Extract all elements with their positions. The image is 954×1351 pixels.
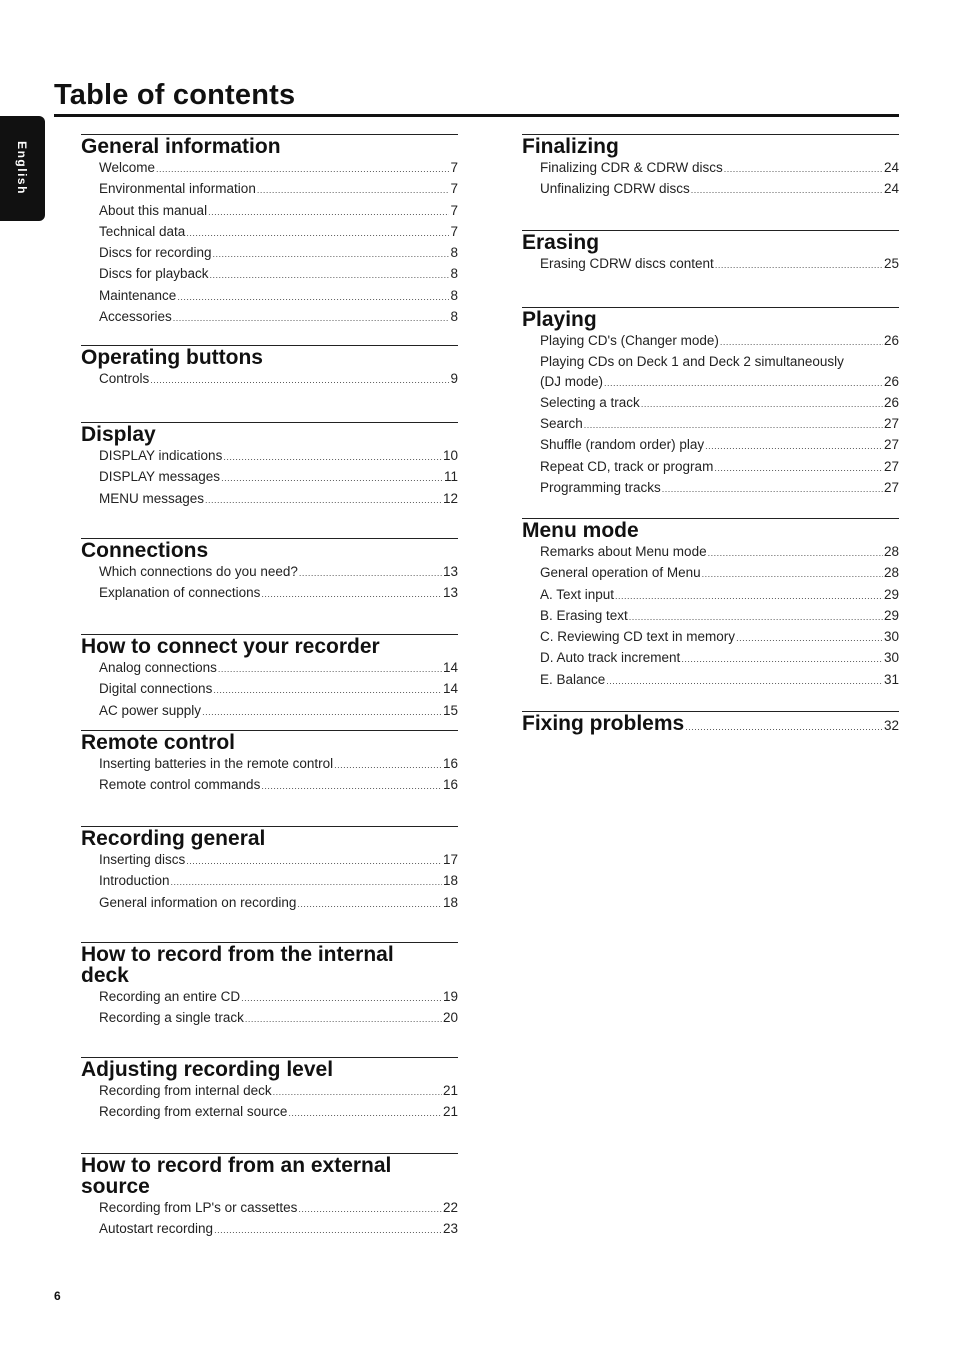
dot-leader	[715, 256, 883, 275]
section-record-internal-deck	[81, 942, 458, 1030]
entry-page: 26	[883, 333, 899, 348]
dot-leader	[691, 181, 883, 200]
entry-page: 30	[883, 650, 899, 666]
toc-entry[interactable]	[99, 775, 458, 796]
entry-label: AC power supply	[99, 702, 202, 718]
section-menu-mode	[522, 518, 899, 691]
entry-label: MENU messages	[99, 490, 205, 506]
section-fixing-problems	[522, 711, 899, 735]
toc-entry[interactable]	[540, 606, 899, 627]
section-title: How to connect your recorder	[81, 635, 380, 658]
dot-leader	[702, 565, 883, 584]
entry-label: Erasing CDRW discs content	[540, 256, 714, 271]
entry-page: 7	[450, 181, 458, 197]
entry-label: Playing CD's (Changer mode)	[540, 333, 719, 348]
entry-label: C. Reviewing CD text in memory	[540, 629, 736, 645]
entry-label: D. Auto track increment	[540, 650, 681, 666]
entry-label: Shuffle (random order) play	[540, 437, 705, 453]
entry-label: E. Balance	[540, 671, 606, 687]
entry-label: Welcome	[99, 160, 156, 175]
toc-entry[interactable]	[540, 435, 899, 456]
toc-entry[interactable]	[540, 393, 899, 414]
entry-page: 13	[442, 564, 458, 579]
dot-leader	[186, 224, 449, 243]
toc-entry[interactable]	[99, 1198, 458, 1219]
dot-leader	[205, 491, 442, 510]
section-title-line2: deck	[81, 964, 129, 987]
entry-label: Inserting discs	[99, 852, 186, 867]
entry-page: 21	[442, 1083, 458, 1098]
entry-label: Discs for recording	[99, 245, 212, 261]
entry-label: About this manual	[99, 202, 208, 218]
entry-label: Accessories	[99, 309, 172, 325]
entry-label: Finalizing CDR & CDRW discs	[540, 160, 723, 175]
entry-page: 28	[883, 565, 899, 581]
section-how-to-connect	[81, 634, 458, 722]
toc-entry[interactable]	[99, 871, 458, 892]
entry-label: Recording from LP's or cassettes	[99, 1200, 298, 1215]
entry-page: 22	[442, 1200, 458, 1215]
entry-page: 13	[442, 585, 458, 601]
dot-leader	[223, 448, 442, 467]
dot-leader	[298, 1200, 442, 1219]
entry-label: General information on recording	[99, 894, 297, 910]
entry-page: 7	[450, 223, 458, 239]
section-finalizing	[522, 134, 899, 201]
toc-entry[interactable]	[99, 583, 458, 604]
dot-leader	[714, 459, 883, 478]
dot-leader	[213, 245, 450, 264]
entry-label: Explanation of connections	[99, 585, 261, 601]
entry-page: 10	[442, 448, 458, 463]
entry-label: Programming tracks	[540, 480, 661, 496]
dot-leader	[210, 266, 450, 285]
dot-leader	[584, 416, 883, 435]
entry-page: 16	[442, 756, 458, 771]
section-title: Playing	[522, 308, 597, 331]
entry-page: 27	[883, 480, 899, 496]
toc-entry[interactable]	[99, 562, 458, 583]
entry-label: Remote control commands	[99, 777, 261, 793]
toc-entry[interactable]	[99, 1219, 458, 1240]
entry-page: 8	[450, 245, 458, 261]
toc-title-entry[interactable]	[522, 712, 899, 735]
entry-page: 17	[442, 852, 458, 867]
section-title: Finalizing	[522, 135, 619, 158]
entry-page: 24	[883, 160, 899, 175]
dot-leader	[629, 608, 883, 627]
section-record-external-source	[81, 1153, 458, 1241]
entry-label: Recording from external source	[99, 1104, 288, 1120]
entry-page: 19	[442, 989, 458, 1004]
entry-label: Remarks about Menu mode	[540, 544, 707, 559]
toc-entry[interactable]	[540, 648, 899, 669]
dot-leader	[299, 564, 442, 583]
toc-entry[interactable]	[99, 893, 458, 914]
section-title: Adjusting recording level	[81, 1058, 334, 1081]
entry-label: A. Text input	[540, 586, 615, 602]
entry-page: 26	[883, 394, 899, 410]
dot-leader	[245, 1010, 442, 1029]
section-playing	[522, 307, 899, 499]
toc-entry[interactable]	[99, 658, 458, 679]
dot-leader	[724, 160, 883, 179]
section-title: Recording general	[81, 827, 266, 850]
entry-label: Autostart recording	[99, 1221, 214, 1237]
entry-page: 16	[442, 777, 458, 793]
toc-entry[interactable]	[99, 201, 458, 222]
toc-entry[interactable]	[540, 563, 899, 584]
toc-entry[interactable]	[540, 414, 899, 435]
toc-entry[interactable]	[540, 372, 899, 393]
entry-label: Environmental information	[99, 181, 256, 197]
toc-entry[interactable]	[99, 679, 458, 700]
dot-leader	[736, 629, 883, 648]
entry-label-line1[interactable]: Playing CDs on Deck 1 and Deck 2 simultaneously	[540, 354, 844, 370]
section-title: General information	[81, 135, 281, 158]
entry-page: 25	[883, 256, 899, 271]
entry-page: 14	[442, 681, 458, 697]
entry-page: 18	[442, 894, 458, 910]
entry-page: 29	[883, 607, 899, 623]
entry-page: 26	[883, 373, 899, 389]
section-erasing	[522, 230, 899, 275]
dot-leader	[150, 371, 449, 390]
toc-entry[interactable]	[99, 369, 458, 390]
section-title-line2: source	[81, 1175, 150, 1198]
entry-page: 31	[883, 671, 899, 687]
entry-page: 27	[883, 458, 899, 474]
entry-label: General operation of Menu	[540, 565, 701, 581]
dot-leader	[662, 480, 883, 499]
entry-page: 27	[883, 437, 899, 453]
dot-leader	[156, 160, 449, 179]
dot-leader	[241, 989, 442, 1008]
entry-page: 15	[442, 702, 458, 718]
toc-entry[interactable]	[99, 222, 458, 243]
entry-label: Inserting batteries in the remote control	[99, 756, 334, 771]
dot-leader	[261, 777, 442, 796]
dot-leader	[173, 309, 450, 328]
dot-leader	[685, 722, 883, 732]
section-title-line1: How to record from the internal	[81, 943, 394, 966]
entry-label: Which connections do you need?	[99, 564, 298, 579]
dot-leader	[218, 660, 442, 679]
dot-leader	[208, 203, 449, 222]
toc-entry[interactable]	[540, 254, 899, 275]
title-rule	[54, 114, 899, 117]
toc-entry[interactable]	[99, 987, 458, 1008]
section-display	[81, 422, 458, 510]
entry-label: Recording from internal deck	[99, 1083, 272, 1098]
entry-label: DISPLAY indications	[99, 448, 223, 463]
entry-page: 32	[883, 718, 899, 733]
section-general-information	[81, 134, 458, 328]
entry-page: 7	[450, 202, 458, 218]
dot-leader	[297, 895, 442, 914]
toc-entry[interactable]	[540, 457, 899, 478]
dot-leader	[705, 437, 883, 456]
entry-page: 12	[442, 490, 458, 506]
dot-leader	[186, 852, 442, 871]
section-remote-control	[81, 730, 458, 797]
toc-entry[interactable]	[99, 1008, 458, 1029]
section-title: Remote control	[81, 731, 236, 754]
entry-label: Recording an entire CD	[99, 989, 241, 1004]
section-title-line1: How to record from an external	[81, 1154, 392, 1177]
toc-entry[interactable]	[99, 158, 458, 179]
dot-leader	[202, 703, 442, 722]
entry-label: Repeat CD, track or program	[540, 458, 714, 474]
section-adjusting-recording-level	[81, 1057, 458, 1124]
entry-label: DISPLAY messages	[99, 469, 221, 485]
toc-entry[interactable]	[99, 489, 458, 510]
toc-entry[interactable]	[540, 478, 899, 499]
entry-label: Recording a single track	[99, 1010, 244, 1026]
page-title: Table of contents	[54, 79, 296, 111]
dot-leader	[681, 650, 883, 669]
toc-entry[interactable]	[99, 850, 458, 871]
entry-page: 28	[883, 544, 899, 559]
dot-leader	[221, 469, 443, 488]
dot-leader	[604, 374, 883, 393]
entry-label: Maintenance	[99, 287, 177, 303]
entry-page: 27	[883, 416, 899, 432]
toc-entry[interactable]	[99, 467, 458, 488]
entry-page: 18	[442, 873, 458, 889]
page-number: 6	[54, 1289, 61, 1303]
toc-entry[interactable]	[99, 179, 458, 200]
entry-page: 24	[883, 181, 899, 197]
toc-entry[interactable]	[540, 331, 899, 352]
entry-page: 11	[443, 469, 458, 485]
dot-leader	[334, 756, 442, 775]
entry-label: (DJ mode)	[540, 373, 604, 389]
entry-label: Analog connections	[99, 660, 217, 675]
dot-leader	[257, 181, 450, 200]
toc-entry[interactable]	[99, 1081, 458, 1102]
language-tab-label: English	[15, 141, 29, 195]
entry-page: 29	[883, 586, 899, 602]
entry-page: 7	[450, 160, 458, 175]
toc-entry[interactable]	[99, 286, 458, 307]
dot-leader	[273, 1083, 442, 1102]
dot-leader	[641, 395, 883, 414]
entry-page: 8	[450, 309, 458, 325]
dot-leader	[606, 672, 883, 691]
entry-label: Technical data	[99, 223, 186, 239]
toc-entry[interactable]	[540, 179, 899, 200]
toc-entry[interactable]	[99, 1102, 458, 1123]
dot-leader	[261, 585, 442, 604]
toc-entry[interactable]	[99, 446, 458, 467]
entry-page: 8	[450, 266, 458, 282]
language-tab	[0, 116, 45, 221]
entry-label: Search	[540, 416, 583, 432]
section-title: Connections	[81, 539, 209, 562]
dot-leader	[615, 587, 883, 606]
dot-leader	[708, 544, 883, 563]
entry-page: 9	[450, 371, 458, 386]
toc-entry[interactable]	[540, 158, 899, 179]
dot-leader	[171, 873, 442, 892]
section-connections	[81, 538, 458, 605]
section-recording-general	[81, 826, 458, 914]
section-title: Display	[81, 423, 156, 446]
toc-entry[interactable]	[540, 585, 899, 606]
entry-label: Discs for playback	[99, 266, 209, 282]
toc-entry[interactable]	[99, 243, 458, 264]
dot-leader	[214, 1221, 442, 1240]
entry-label: Controls	[99, 371, 150, 386]
section-title: Erasing	[522, 231, 600, 254]
dot-leader	[177, 288, 449, 307]
entry-label: Introduction	[99, 873, 170, 889]
entry-label: B. Erasing text	[540, 607, 628, 623]
entry-page: 14	[442, 660, 458, 675]
toc-entry[interactable]	[99, 264, 458, 285]
dot-leader	[288, 1104, 442, 1123]
toc-entry[interactable]	[99, 754, 458, 775]
section-title: Operating buttons	[81, 346, 263, 369]
entry-page: 30	[883, 629, 899, 645]
dot-leader	[213, 681, 442, 700]
entry-label: Digital connections	[99, 681, 213, 697]
section-title: Menu mode	[522, 519, 639, 542]
entry-page: 23	[442, 1221, 458, 1237]
dot-leader	[720, 333, 883, 352]
entry-page: 8	[450, 287, 458, 303]
toc-entry[interactable]	[99, 701, 458, 722]
entry-label: Selecting a track	[540, 394, 640, 410]
section-operating-buttons	[81, 345, 458, 390]
toc-entry[interactable]	[540, 627, 899, 648]
toc-entry[interactable]	[99, 307, 458, 328]
entry-page: 21	[442, 1104, 458, 1120]
entry-page: 20	[442, 1010, 458, 1026]
entry-label: Unfinalizing CDRW discs	[540, 181, 690, 197]
section-title: Fixing problems	[522, 712, 685, 735]
toc-entry[interactable]	[540, 542, 899, 563]
toc-entry[interactable]	[540, 670, 899, 691]
